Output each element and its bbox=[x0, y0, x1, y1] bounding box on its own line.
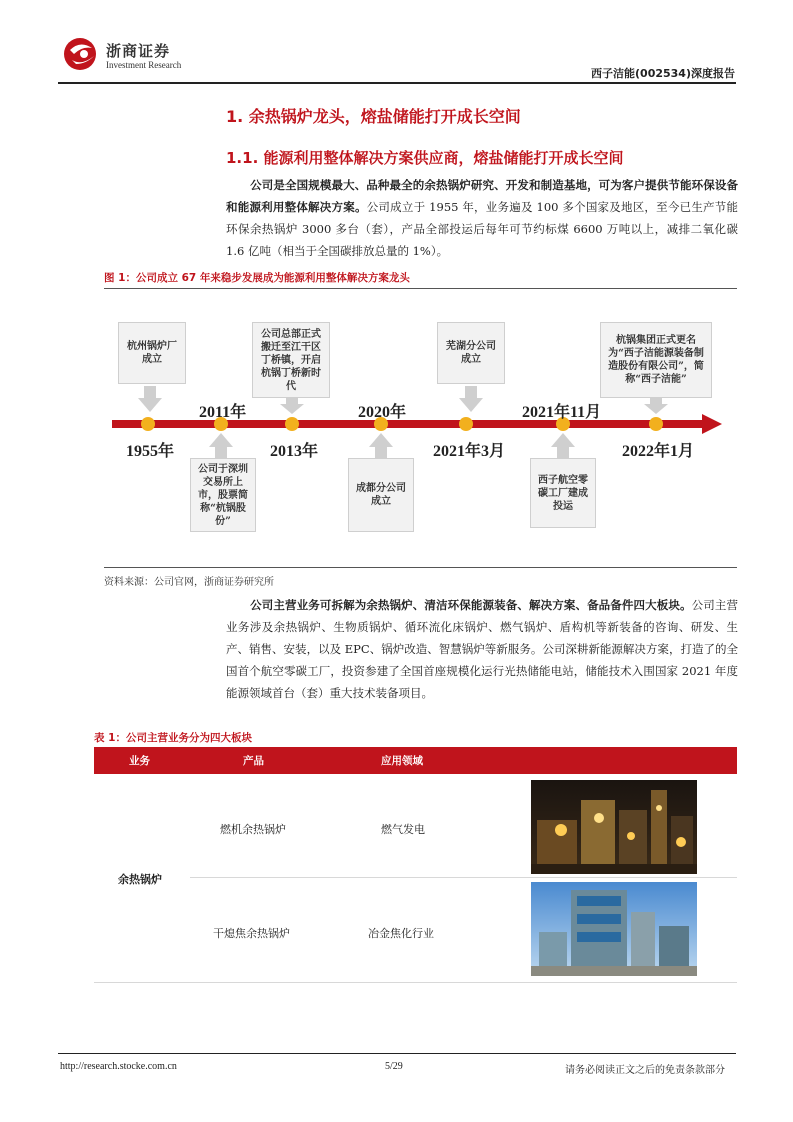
table-row-2-product: 干熄焦余热锅炉 bbox=[213, 927, 290, 940]
year-label-2021-11: 2021年11月 bbox=[522, 404, 602, 421]
table-segment-cell: 余热锅炉 bbox=[118, 873, 162, 886]
table-caption: 表 1：公司主营业务分为四大板块 bbox=[94, 732, 252, 744]
year-label-2020: 2020年 bbox=[358, 404, 407, 421]
timeline-figure bbox=[104, 300, 737, 560]
business-paragraph-text: 公司主营业务涉及余热锅炉、生物质锅炉、循环流化床锅炉、燃气锅炉、盾构机等新装备的咨询、研发、生产、销售、安装，以及 EPC、锅炉改造、智慧锅炉等新服务。公司深耕新能源解决方案，打造了的全国首个航空零碳工厂，投资参建了全国首座规模化运行光热储能电站，储能技术入围国家 2021 年度能源领域首台（套）重大技术装备项目。 bbox=[226, 598, 738, 700]
event-box-2021-11: 西子航空零碳工厂建成投运 bbox=[530, 458, 596, 528]
logo-text-en: Investment Research bbox=[106, 60, 182, 70]
timeline-dot-1955 bbox=[141, 417, 155, 431]
event-box-2020: 成都分公司成立 bbox=[348, 458, 414, 532]
year-label-2021-3: 2021年3月 bbox=[433, 443, 506, 460]
subsection-heading: 1.1. 能源利用整体解决方案供应商，熔盐储能打开成长空间 bbox=[226, 149, 624, 167]
table-row-2-application: 冶金焦化行业 bbox=[368, 927, 434, 940]
intro-paragraph-text: 公司成立于 1955 年，业务遍及 100 多个国家及地区，至今已生产节能环保余热锅炉 3000 多台（套），产品全部投运后每年可节约标煤 6600 万吨以上，减排二氧化碳 1.6 亿吨（相当于全国碳排放总量的 1%）。 bbox=[226, 200, 738, 258]
page-number: 5/29 bbox=[385, 1061, 403, 1072]
header-divider bbox=[58, 82, 736, 84]
report-title: 西子洁能(002534)深度报告 bbox=[591, 67, 735, 80]
business-paragraph-bold: 公司主营业务可拆解为余热锅炉、清洁环保能源装备、解决方案、备品备件四大板块。 bbox=[250, 598, 692, 612]
event-box-2022: 杭锅集团正式更名为“西子洁能源装备制造股份有限公司”，简称“西子洁能” bbox=[600, 322, 712, 398]
event-box-1955: 杭州锅炉厂成立 bbox=[118, 322, 186, 384]
intro-paragraph-bold: 公司是全国规模最大、品种最全的余热锅炉研究、开发和制造基地，可为客户提供节能环保设备和能源利用整体解决方案。 bbox=[226, 178, 738, 214]
year-label-1955: 1955年 bbox=[126, 443, 175, 460]
table-row-1-image bbox=[531, 780, 697, 874]
intro-paragraph bbox=[226, 174, 738, 262]
figure-bottom-rule bbox=[104, 567, 737, 568]
table-header-application: 应用领域 bbox=[381, 755, 423, 767]
figure-source: 资料来源：公司官网，浙商证券研究所 bbox=[104, 577, 274, 588]
table-row-divider bbox=[190, 877, 737, 878]
event-box-2011: 公司于深圳交易所上市，股票简称“杭锅股份” bbox=[190, 458, 256, 532]
year-label-2022: 2022年1月 bbox=[622, 443, 695, 460]
table-bottom-rule bbox=[94, 982, 737, 983]
footer-disclaimer: 请务必阅读正文之后的免责条款部分 bbox=[565, 1065, 725, 1076]
section-heading: 1. 余热锅炉龙头，熔盐储能打开成长空间 bbox=[226, 107, 521, 126]
figure-top-rule bbox=[104, 288, 737, 289]
table-header-business: 业务 bbox=[129, 755, 150, 767]
table-row-1-product: 燃机余热锅炉 bbox=[220, 823, 286, 836]
table-row-2-image bbox=[531, 882, 697, 976]
event-box-2021-3: 芜湖分公司成立 bbox=[437, 322, 505, 384]
company-logo bbox=[62, 36, 102, 72]
logo-text-cn: 浙商证券 bbox=[106, 42, 171, 60]
figure-caption: 图 1：公司成立 67 年来稳步发展成为能源利用整体解决方案龙头 bbox=[104, 272, 410, 284]
table-row-1-application: 燃气发电 bbox=[381, 823, 425, 836]
year-label-2013: 2013年 bbox=[270, 443, 319, 460]
timeline-dot-2022 bbox=[649, 417, 663, 431]
footer-divider bbox=[58, 1053, 736, 1054]
timeline-connectors-top bbox=[104, 384, 737, 416]
footer-url[interactable]: http://research.stocke.com.cn bbox=[60, 1061, 177, 1072]
event-box-2013: 公司总部正式搬迁至江干区丁桥镇，开启杭锅丁桥新时代 bbox=[252, 322, 330, 398]
business-paragraph bbox=[226, 594, 738, 704]
year-label-2011: 2011年 bbox=[199, 404, 247, 421]
timeline-connectors-bottom bbox=[104, 431, 737, 459]
timeline-dot-2021-3 bbox=[459, 417, 473, 431]
table-header-product: 产品 bbox=[243, 755, 264, 767]
timeline-dot-2013 bbox=[285, 417, 299, 431]
